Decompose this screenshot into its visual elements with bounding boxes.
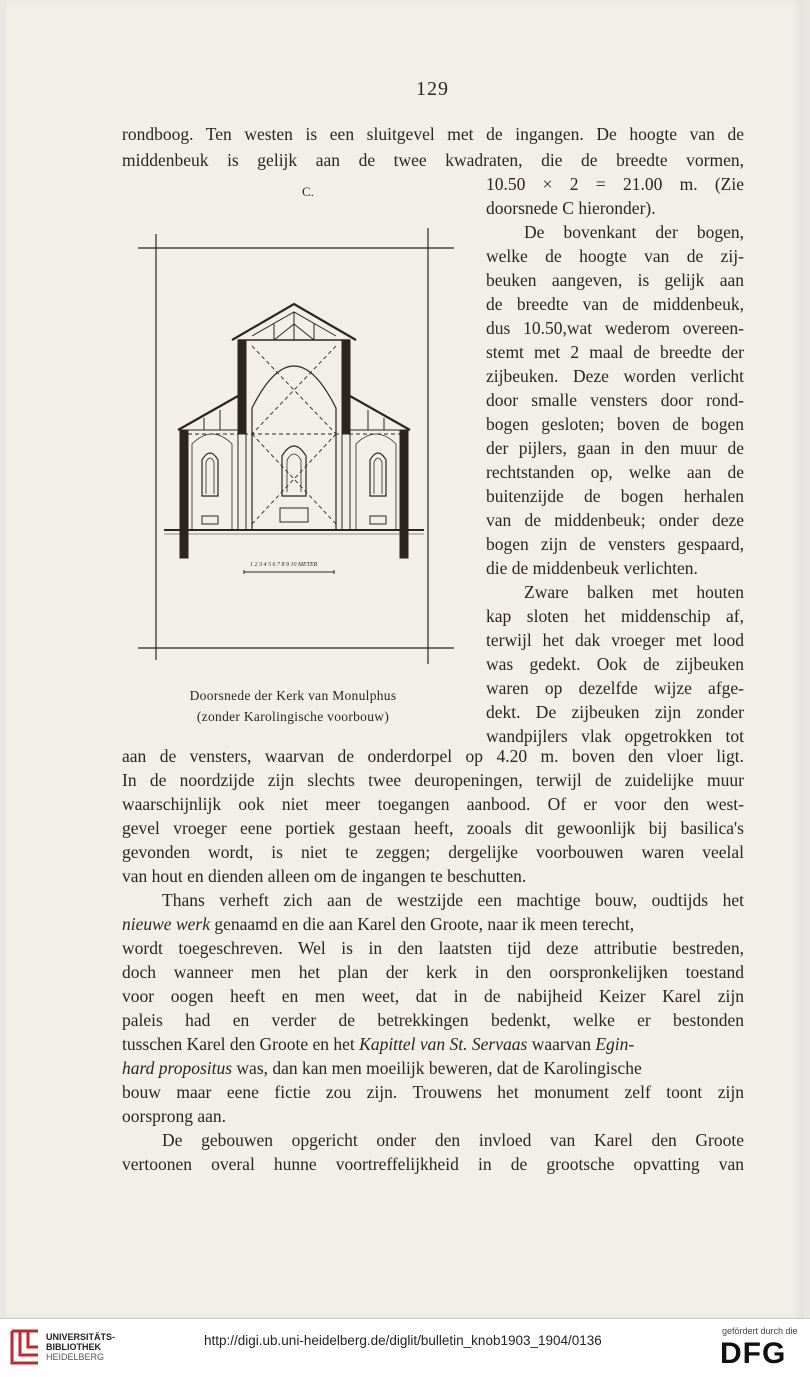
text-line: 10.50 × 2 = 21.00 m. (Zie (486, 174, 744, 194)
text-line: tusschen Karel den Groote en het Kapittel van St. Servaas waarvan Egin- (122, 1034, 635, 1054)
text-line: gevel vroeger eene portiek gestaan heeft, zooals dit gewoonlijk bij basilica's (122, 818, 744, 838)
text-line: paleis had en verder de betrekkingen bedenkt, welke er bestonden (122, 1010, 744, 1030)
text-line: door smalle vensters door rond- (486, 390, 744, 410)
funded-by-label: gefördert durch die (722, 1326, 798, 1336)
library-name: UNIVERSITÄTS- BIBLIOTHEK HEIDELBERG (46, 1332, 116, 1362)
text-line: waarschijnlijk ook niet meer toegangen aanbood. Of er voor den west- (122, 794, 744, 814)
text-line: doch wanneer men het plan der kerk in den oorspronkelijken toestand (122, 962, 744, 982)
church-cross-section-figure (134, 224, 464, 664)
text-line: terwijl het dak vroeger met lood (486, 630, 744, 650)
footer-bar (0, 1318, 810, 1377)
text-line: Thans verheft zich aan de westzijde een machtige bouw, oudtijds het (162, 890, 744, 910)
text-line: waren op dezelfde wijze afge- (486, 678, 744, 698)
text-line: van hout en dienden alleen om de ingangen te beschutten. (122, 866, 527, 886)
italic-term: Kapittel van St. Servaas (359, 1034, 528, 1054)
text-line: buitenzijde de bogen herhalen (486, 486, 744, 506)
text-line: zijbeuken. Deze worden verlicht (486, 366, 744, 386)
text-line: dus 10.50,wat wederom overeen- (486, 318, 744, 338)
text-line: kap sloten het middenschip af, (486, 606, 744, 626)
scale-label: 1 2 3 4 5 6 7 8 9 10 METER (250, 562, 318, 568)
text-line: nieuwe werk genaamd en die aan Karel den Groote, naar ik meen terecht, (122, 914, 635, 934)
text-line: voor oogen heeft en men weet, dat in de nabijheid Keizer Karel zijn (122, 986, 744, 1006)
text-line: hard propositus was, dan kan men moeilijk beweren, dat de Karolingische (122, 1058, 642, 1078)
text-line: In de noordzijde zijn slechts twee deuropeningen, terwijl de zuidelijke muur (122, 770, 744, 790)
text-line: rechtstanden op, welke aan de (486, 462, 744, 482)
figure-caption-line-2: (zonder Karolingische voorbouw) (196, 709, 390, 724)
text-line: beuken aangeven, is gelijk aan (486, 270, 744, 290)
figure-label: C. (302, 184, 314, 199)
italic-term: nieuwe werk (122, 914, 210, 934)
text-line: bouw maar eene fictie zou zijn. Trouwens het monument zelf toont zijn (122, 1082, 744, 1102)
text-line: der pijlers, gaan in den muur de (486, 438, 744, 458)
text-line: dekt. De zijbeuken zijn zonder (486, 702, 744, 722)
text-line: welke de hoogte van de zij- (486, 246, 744, 266)
page-number: 129 (416, 78, 449, 100)
italic-term: hard propositus (122, 1058, 233, 1078)
text-line: wordt toegeschreven. Wel is in den laatsten tijd deze attributie bestreden, (122, 938, 744, 958)
text-line: rondboog. Ten westen is een sluitgevel met de ingangen. De hoogte van de (122, 124, 744, 144)
text-line: aan de vensters, waarvan de onderdorpel op 4.20 m. boven den vloer ligt. (122, 746, 744, 766)
text-line: die de middenbeuk verlichten. (486, 558, 698, 578)
text-line: gevonden wordt, is niet te zeggen; dergelijke voorbouwen waren veelal (122, 842, 744, 862)
text-line: Zware balken met houten (524, 582, 744, 602)
text-line: was gedekt. Ook de zijbeuken (486, 654, 744, 674)
text-line: De gebouwen opgericht onder den invloed van Karel den Groote (162, 1130, 744, 1150)
text-line: stemt met 2 maal de breedte der (486, 342, 744, 362)
italic-term: Egin- (595, 1034, 635, 1054)
text-line: bogen zijn de vensters gespaard, (486, 534, 744, 554)
source-url-link[interactable]: http://digi.ub.uni-heidelberg.de/diglit/bulletin_knob1903_1904/0136 (204, 1333, 602, 1348)
text-line: de breedte van de middenbeuk, (486, 294, 744, 314)
dfg-logo: DFG (720, 1337, 787, 1370)
figure-caption-line-1: Doorsnede der Kerk van Monulphus (189, 688, 397, 703)
text-line: De bovenkant der bogen, (524, 222, 744, 242)
text-line: doorsnede C hieronder). (486, 198, 656, 218)
text-line: bogen gesloten; boven de bogen (486, 414, 744, 434)
text-line: vertoonen overal hunne voortreffelijkheid in de grootsche opvatting van (122, 1154, 744, 1174)
text-line: van de middenbeuk; onder deze (486, 510, 744, 530)
text-line: oorsprong aan. (122, 1106, 227, 1126)
university-library-logo-icon (8, 1327, 42, 1367)
text-line: wandpijlers vlak opgetrokken tot (486, 726, 744, 746)
text-line: middenbeuk is gelijk aan de twee kwadraten, die de breedte vormen, (122, 150, 744, 170)
